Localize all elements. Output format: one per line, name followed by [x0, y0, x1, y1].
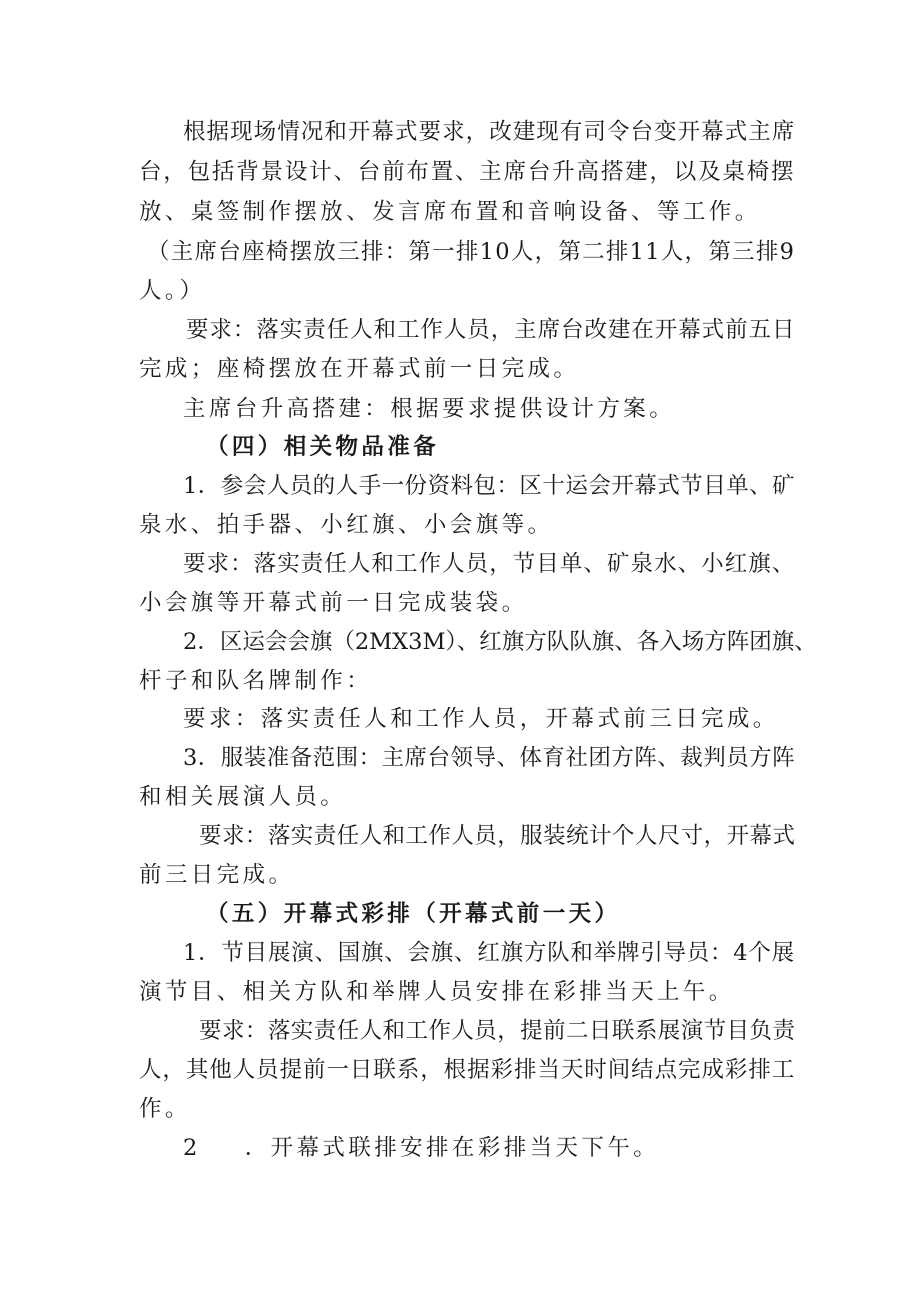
paragraph-line: 和相关展演人员。 [139, 784, 347, 810]
paragraph-line: 1．参会人员的人手一份资料包：区十运会开幕式节目单、矿 [183, 473, 796, 499]
section-heading: （四）相关物品准备 [206, 434, 440, 460]
paragraph-line: 人，其他人员提前一日联系，根据彩排当天时间结点完成彩排工 [139, 1057, 796, 1083]
paragraph-line: 泉水、拍手器、小红旗、小会旗等。 [139, 512, 554, 538]
paragraph-line-last [183, 1133, 659, 1163]
paragraph-line: 杆子和队名牌制作： [139, 668, 373, 694]
paragraph-line: 1．节目展演、国旗、会旗、红旗方队和举牌引导员：4个展 [183, 940, 795, 966]
paragraph-line: 要求：落实责任人和工作人员，开幕式前三日完成。 [183, 706, 779, 732]
paragraph-line: 3．服装准备范围：主席台领导、体育社团方阵、裁判员方阵 [183, 745, 796, 771]
paragraph-line: 放、桌签制作摆放、发言席布置和音响设备、等工作。 [139, 199, 761, 225]
paragraph-line: 人。） [139, 278, 206, 304]
paragraph-line: 要求：落实责任人和工作人员，主席台改建在开幕式前五日 [186, 317, 796, 343]
paragraph-line: 小会旗等开幕式前一日完成装袋。 [139, 590, 528, 616]
paragraph-line: 2．区运会会旗（2MX3M）、红旗方队队旗、各入场方阵团旗、 [183, 629, 817, 655]
paragraph-line: 要求：落实责任人和工作人员，服装统计个人尺寸，开幕式 [199, 823, 796, 849]
paragraph-line: 根据现场情况和开幕式要求，改建现有司令台变开幕式主席 [183, 119, 796, 145]
paragraph-line: 作。 [139, 1096, 191, 1122]
paragraph-line: 主席台升高搭建：根据要求提供设计方案。 [183, 396, 676, 422]
paragraph-line: 要求：落实责任人和工作人员，提前二日联系展演节目负责 [199, 1018, 796, 1044]
item-number: 2 [183, 1135, 201, 1161]
paragraph-line: 要求：落实责任人和工作人员，节目单、矿泉水、小红旗、 [183, 551, 796, 577]
paragraph-line: 完成；座椅摆放在开幕式前一日完成。 [139, 356, 580, 382]
paragraph-line: 前三日完成。 [139, 862, 295, 888]
paragraph-line: 台，包括背景设计、台前布置、主席台升高搭建，以及桌椅摆 [139, 159, 796, 185]
paragraph-line: 演节目、相关方队和举牌人员安排在彩排当天上午。 [139, 979, 735, 1005]
section-heading: （五）开幕式彩排（开幕式前一天） [206, 901, 621, 927]
paragraph-line: （主席台座椅摆放三排：第一排10人，第二排11人，第三排9 [147, 239, 796, 265]
item-text: ．开幕式联排安排在彩排当天下午。 [244, 1135, 660, 1161]
